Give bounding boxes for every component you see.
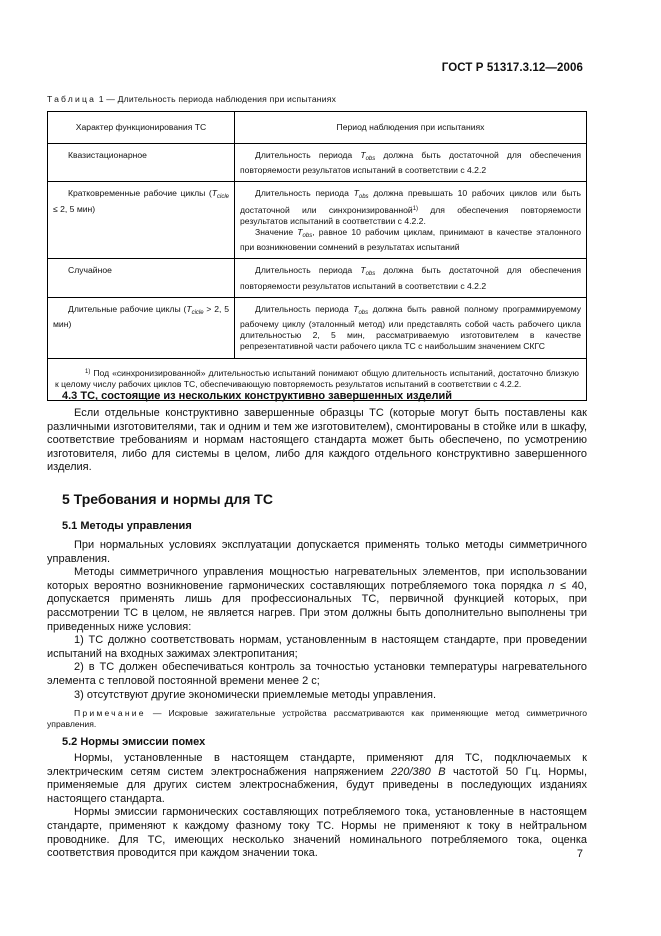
cell-text: Длительность периода $T_{obs}$ должна превышать 10 рабочих циклов или быть достаточной или синхронизированной$^{1)}$ для обеспечения повторяемости результатов испытаний в соответствии с 4.2.2. bbox=[240, 188, 582, 226]
cell-text: Длительность периода $T_{obs}$ должна быть достаточной для обеспечения повторяемости результатов испытаний в соответствии с 4.2.2 bbox=[240, 150, 581, 176]
table-caption bbox=[47, 94, 336, 104]
list-item: 3) отсутствуют другие экономически приемлемые методы управления. bbox=[74, 688, 437, 701]
table-cell bbox=[48, 144, 235, 182]
table-caption-label: Таблица bbox=[47, 94, 97, 104]
cell-text: Значение $T_{obs}$, равное 10 рабочим циклам, принимают в качестве эталонного при возникновении сомнений в результатах испытаний bbox=[240, 227, 582, 253]
cell-text: Кратковременные рабочие циклы ($T_{cicle} \le 2$, 5 мин) bbox=[53, 188, 229, 214]
table-cell bbox=[235, 144, 587, 182]
table-cell bbox=[48, 182, 235, 259]
section-5-2-body bbox=[47, 752, 587, 861]
document-header: ГОСТ Р 51317.3.12—2006 bbox=[441, 62, 583, 74]
table-cell bbox=[235, 297, 587, 358]
table-row bbox=[48, 144, 587, 182]
table-row bbox=[48, 182, 587, 259]
cell-text: Случайное bbox=[68, 265, 112, 276]
table-cell bbox=[235, 259, 587, 297]
paragraph: При нормальных условиях эксплуатации допускается применять только методы симметричного управления. bbox=[47, 539, 587, 565]
section-4-3-body bbox=[47, 407, 587, 475]
cell-text: Длительные рабочие циклы ($T_{cicle} > 2$, 5 мин) bbox=[53, 303, 229, 330]
section-5-1-body bbox=[47, 539, 587, 731]
section-heading-4-3: 4.3 ТС, состоящие из нескольких конструктивно завершенных изделий bbox=[62, 390, 453, 402]
section-heading-5: 5 Требования и нормы для ТС bbox=[62, 491, 273, 507]
note: Примечание — Искровые зажигательные устройства рассматриваются как применяющие метод симметричного управления. bbox=[47, 708, 587, 730]
table-caption-text: 1 — Длительность периода наблюдения при испытаниях bbox=[96, 94, 337, 104]
section-heading-5-2: 5.2 Нормы эмиссии помех bbox=[62, 736, 206, 748]
cell-text: Квазистационарное bbox=[68, 150, 147, 160]
table-cell bbox=[48, 259, 235, 297]
paragraph: Если отдельные конструктивно завершенные образцы ТС (которые могут быть поставлены как различными изготовителями, так и одним и тем же изготовителем), смонтированы в стойке или в шкафу, соответствие требованиям и нормам настоящего стандарта может быть обеспечено, по усмотрению изготовителя, либо для системы в целом, либо для каждого отдельного конструктивно завершенного изделия. bbox=[47, 407, 587, 474]
paragraph: Нормы, установленные в настоящем стандарте, применяют для ТС, подключаемых к электрическим сетям систем электроснабжения напряжением 220/380 В частотой 50 Гц. Нормы, применяемые для других систем электроснабжения, будут приведены в последующих изданиях настоящего стандарта. bbox=[47, 752, 588, 805]
table-row bbox=[48, 297, 587, 358]
paragraph: Нормы эмиссии гармонических составляющих потребляемого тока, установленные в настоящем стандарте, применяют к каждому фазному току ТС. Нормы не применяют к току в нейтральном проводнике. Для ТС, имеющих несколько значений номинального потребляемого тока, оценка соответствия проводится при каждом значении тока. bbox=[47, 806, 587, 860]
table-cell bbox=[235, 182, 587, 259]
table-col-header: Период наблюдения при испытаниях bbox=[235, 112, 587, 144]
footnote-ref: 1) bbox=[412, 205, 419, 212]
page-number: 7 bbox=[576, 848, 583, 860]
table-footnote: $^{1)}$ Под «синхронизированной» длительностью испытаний понимают общую длительность испытаний, достаточно близкую к целому числу рабочих циклов ТС, обеспечивающую повторяемость результатов испытаний в соответствии с 4.2.2. bbox=[48, 358, 587, 400]
table-col-header: Характер функционирования ТС bbox=[48, 112, 235, 144]
section-heading-5-1: 5.1 Методы управления bbox=[62, 520, 192, 532]
list-item: 1) ТС должно соответствовать нормам, установленным в настоящем стандарте, при проведении испытаний на входных зажимах электропитания; bbox=[47, 634, 587, 660]
observation-period-table bbox=[47, 111, 587, 401]
paragraph: Методы симметричного управления мощностью нагревательных элементов, при использовании которых вероятно возникновение гармонических составляющих потребляемого тока порядка n ≤ 40, допускается применять лишь для профессиональных ТС, первичной функцией которых, при рассмотрении ТС в целом, не является нагрев. При этом должны быть дополнительно выполнены три приведенных ниже условия: bbox=[47, 566, 587, 633]
table-header-row bbox=[48, 112, 587, 144]
cell-text: Длительность периода $T_{obs}$ должна быть достаточной для обеспечения повторяемости результатов испытаний в соответствии с 4.2.2 bbox=[240, 265, 581, 291]
list-item: 2) в ТС должен обеспечиваться контроль за точностью установки температуры нагревательного элемента с тепловой постоянной времени менее 2 с; bbox=[47, 661, 587, 687]
cell-text: Длительность периода $T_{obs}$ должна быть равной полному программируемому рабочему циклу (эталонный метод) или представлять собой часть рабочего цикла длительностью 2, 5 мин, рассматриваемую изготовителем в качестве репрезентативной части рабочего цикла ТС с наибольшим значением СКГС bbox=[240, 303, 581, 352]
table-row bbox=[48, 259, 587, 297]
table-cell bbox=[48, 297, 235, 358]
